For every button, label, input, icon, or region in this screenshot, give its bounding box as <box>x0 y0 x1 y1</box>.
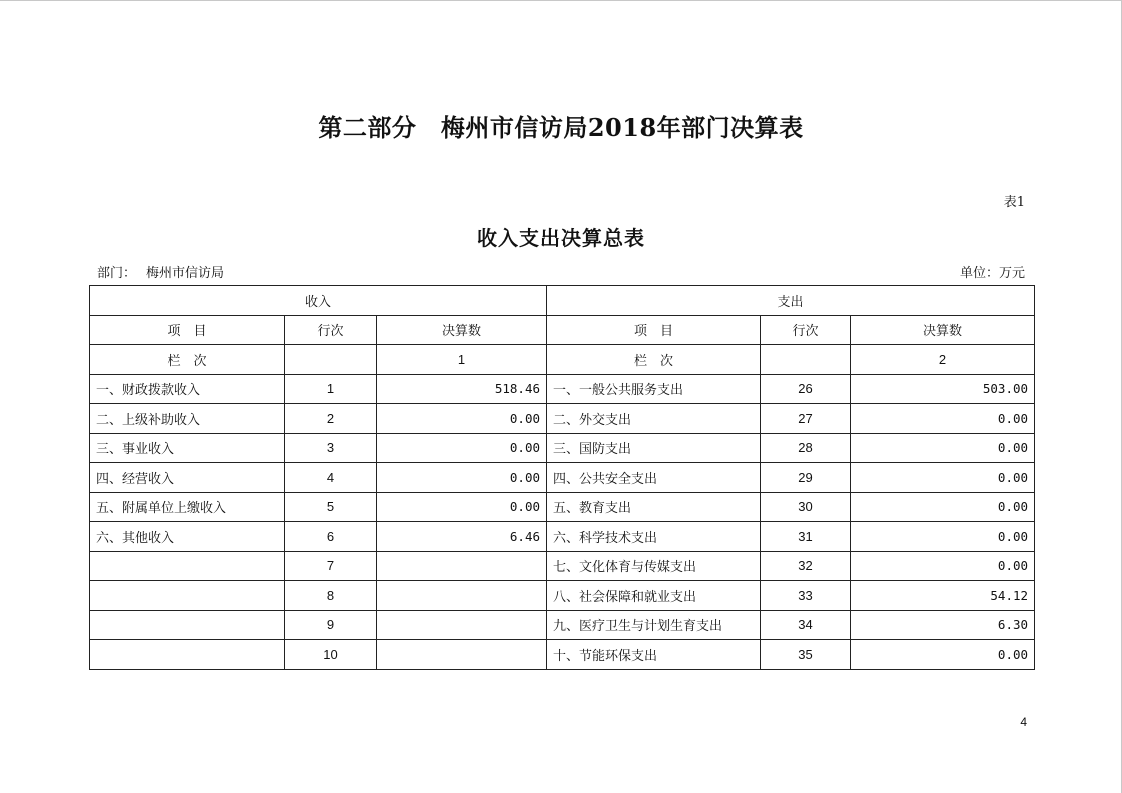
expense-amount-cell: 0.00 <box>851 640 1035 670</box>
income-item-cell: 六、其他收入 <box>90 522 285 552</box>
expense-row-no-cell: 35 <box>761 640 851 670</box>
income-amount-cell <box>377 581 547 611</box>
expense-amount-cell: 0.00 <box>851 492 1035 522</box>
table-row <box>90 404 1035 434</box>
expense-amount-cell: 0.00 <box>851 551 1035 581</box>
income-amount-cell: 518.46 <box>377 374 547 404</box>
expense-row-no-cell: 29 <box>761 463 851 493</box>
income-amount-cell: 6.46 <box>377 522 547 552</box>
income-amount-cell <box>377 640 547 670</box>
income-lanci-empty <box>285 345 377 375</box>
header-row-lanci <box>90 345 1035 375</box>
table-row <box>90 551 1035 581</box>
expense-lanci-label: 栏 次 <box>547 345 761 375</box>
expense-row-no-cell: 31 <box>761 522 851 552</box>
income-item-cell <box>90 640 285 670</box>
income-row-no-cell: 2 <box>285 404 377 434</box>
income-row-no-cell: 4 <box>285 463 377 493</box>
page-border-top <box>0 0 1122 1</box>
expense-item-cell: 四、公共安全支出 <box>547 463 761 493</box>
income-row-no-header: 行次 <box>285 315 377 345</box>
expense-row-no-cell: 34 <box>761 610 851 640</box>
expense-amount-cell: 54.12 <box>851 581 1035 611</box>
income-item-cell: 一、财政拨款收入 <box>90 374 285 404</box>
table-row <box>90 374 1035 404</box>
expense-item-cell: 十、节能环保支出 <box>547 640 761 670</box>
table-row <box>90 522 1035 552</box>
income-row-no-cell: 10 <box>285 640 377 670</box>
table-row <box>90 492 1035 522</box>
income-amount-header: 决算数 <box>377 315 547 345</box>
page-number: 4 <box>1020 715 1027 729</box>
unit-label: 单位：万元 <box>959 266 1025 281</box>
table-body <box>90 286 1035 670</box>
table-number: 表1 <box>1003 195 1025 210</box>
expense-item-cell: 七、文化体育与传媒支出 <box>547 551 761 581</box>
income-amount-cell: 0.00 <box>377 404 547 434</box>
expense-amount-cell: 6.30 <box>851 610 1035 640</box>
income-item-cell: 二、上级补助收入 <box>90 404 285 434</box>
income-row-no-cell: 9 <box>285 610 377 640</box>
expense-row-no-cell: 32 <box>761 551 851 581</box>
expense-amount-cell: 0.00 <box>851 522 1035 552</box>
income-amount-cell <box>377 551 547 581</box>
expense-item-cell: 二、外交支出 <box>547 404 761 434</box>
table-row <box>90 433 1035 463</box>
income-row-no-cell: 8 <box>285 581 377 611</box>
expense-column-number: 2 <box>851 345 1035 375</box>
income-item-cell <box>90 610 285 640</box>
department-line <box>97 262 234 281</box>
income-row-no-cell: 3 <box>285 433 377 463</box>
table-row <box>90 463 1035 493</box>
income-amount-cell <box>377 610 547 640</box>
expense-item-cell: 五、教育支出 <box>547 492 761 522</box>
expense-row-no-header: 行次 <box>761 315 851 345</box>
expense-amount-cell: 503.00 <box>851 374 1035 404</box>
expense-row-no-cell: 28 <box>761 433 851 463</box>
income-item-cell <box>90 551 285 581</box>
expense-row-no-cell: 27 <box>761 404 851 434</box>
income-item-cell <box>90 581 285 611</box>
header-row-sections <box>90 286 1035 316</box>
expense-item-cell: 六、科学技术支出 <box>547 522 761 552</box>
table-row <box>90 581 1035 611</box>
expense-amount-cell: 0.00 <box>851 463 1035 493</box>
income-row-no-cell: 1 <box>285 374 377 404</box>
expense-item-cell: 一、一般公共服务支出 <box>547 374 761 404</box>
expense-amount-header: 决算数 <box>851 315 1035 345</box>
expense-amount-cell: 0.00 <box>851 433 1035 463</box>
expense-row-no-cell: 26 <box>761 374 851 404</box>
income-item-cell: 三、事业收入 <box>90 433 285 463</box>
income-column-number: 1 <box>377 345 547 375</box>
income-row-no-cell: 6 <box>285 522 377 552</box>
income-section-header: 收入 <box>90 286 547 316</box>
income-row-no-cell: 7 <box>285 551 377 581</box>
budget-summary-table <box>89 285 1035 670</box>
income-lanci-label: 栏 次 <box>90 345 285 375</box>
income-item-cell: 五、附属单位上缴收入 <box>90 492 285 522</box>
table-row <box>90 610 1035 640</box>
department-label: 部门： <box>97 266 137 281</box>
header-row-columns <box>90 315 1035 345</box>
part-title: 第二部分 梅州市信访局2018年部门决算表 <box>318 113 804 142</box>
expense-amount-cell: 0.00 <box>851 404 1035 434</box>
expense-item-header: 项 目 <box>547 315 761 345</box>
department-value: 梅州市信访局 <box>146 266 225 281</box>
table-row <box>90 640 1035 670</box>
expense-row-no-cell: 30 <box>761 492 851 522</box>
expense-section-header: 支出 <box>547 286 1035 316</box>
income-amount-cell: 0.00 <box>377 463 547 493</box>
income-item-header: 项 目 <box>90 315 285 345</box>
income-amount-cell: 0.00 <box>377 433 547 463</box>
expense-lanci-empty <box>761 345 851 375</box>
income-amount-cell: 0.00 <box>377 492 547 522</box>
expense-item-cell: 九、医疗卫生与计划生育支出 <box>547 610 761 640</box>
expense-item-cell: 八、社会保障和就业支出 <box>547 581 761 611</box>
income-row-no-cell: 5 <box>285 492 377 522</box>
expense-item-cell: 三、国防支出 <box>547 433 761 463</box>
income-item-cell: 四、经营收入 <box>90 463 285 493</box>
expense-row-no-cell: 33 <box>761 581 851 611</box>
table-title: 收入支出决算总表 <box>477 226 645 250</box>
